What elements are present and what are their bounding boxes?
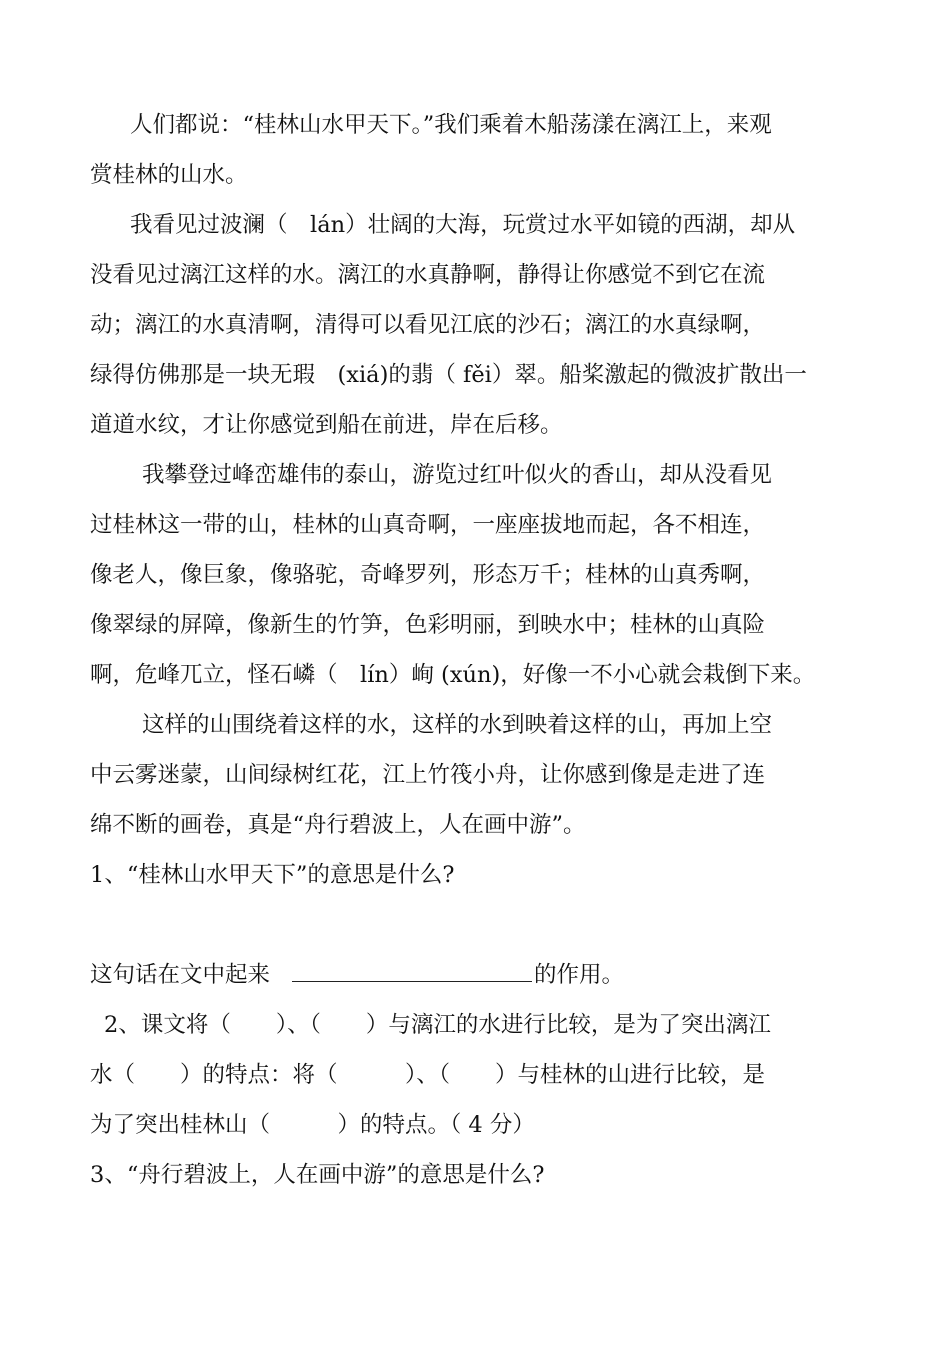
answer-blank[interactable] [292,959,532,982]
passage-line: 动；漓江的水真清啊，清得可以看见江底的沙石；漓江的水真绿啊， [90,312,766,338]
passage-line: 这样的山围绕着这样的水，这样的水到映着这样的山，再加上空 [142,712,773,738]
passage-line: 像老人，像巨象，像骆驼，奇峰罗列，形态万千；桂林的山真秀啊， [90,562,766,588]
passage-line: 我攀登过峰峦雄伟的泰山，游览过红叶似火的香山，却从没看见 [142,462,773,488]
passage-line: 我看见过波澜（ lán）壮阔的大海，玩赏过水平如镜的西湖，却从 [130,212,796,238]
question-2-line: 水（ ）的特点：将（ ）、（ ）与桂林的山进行比较，是 [90,1062,766,1088]
question-3: 3、“舟行碧波上，人在画中游”的意思是什么? [90,1162,545,1188]
passage-line: 没看见过漓江这样的水。漓江的水真静啊，静得让你感觉不到它在流 [90,262,766,288]
question-1: 1、“桂林山水甲天下”的意思是什么? [90,862,455,888]
q1-blank-suffix: 的作用。 [534,962,625,988]
passage-line: 中云雾迷蒙，山间绿树红花，江上竹筏小舟，让你感到像是走进了连 [90,762,766,788]
passage-line: 道道水纹，才让你感觉到船在前进，岸在后移。 [90,412,563,438]
q1-blank-prefix: 这句话在文中起来 [90,962,271,988]
passage-line: 过桂林这一带的山，桂林的山真奇啊，一座座拔地而起，各不相连， [90,512,766,538]
passage-line: 像翠绿的屏障，像新生的竹笋，色彩明丽，到映水中；桂林的山真险 [90,612,766,638]
passage-line: 绵不断的画卷，真是“舟行碧波上，人在画中游”。 [90,812,586,838]
question-2-line: 2、课文将（ ）、（ ）与漓江的水进行比较，是为了突出漓江 [104,1012,771,1038]
passage-line: 啊，危峰兀立，怪石嶙（ lín）峋 (xún)，好像一不小心就会栽倒下来。 [90,662,816,688]
passage-line: 赏桂林的山水。 [90,162,248,188]
question-1-answer-line [90,958,624,992]
question-2-line: 为了突出桂林山（ ）的特点。（ 4 分） [90,1112,535,1138]
passage-line: 绿得仿佛那是一块无瑕 (xiá)的翡（ fěi）翠。船桨激起的微波扩散出一 [90,362,807,388]
passage-line: 人们都说：“桂林山水甲天下。”我们乘着木船荡漾在漓江上，来观 [130,112,772,138]
